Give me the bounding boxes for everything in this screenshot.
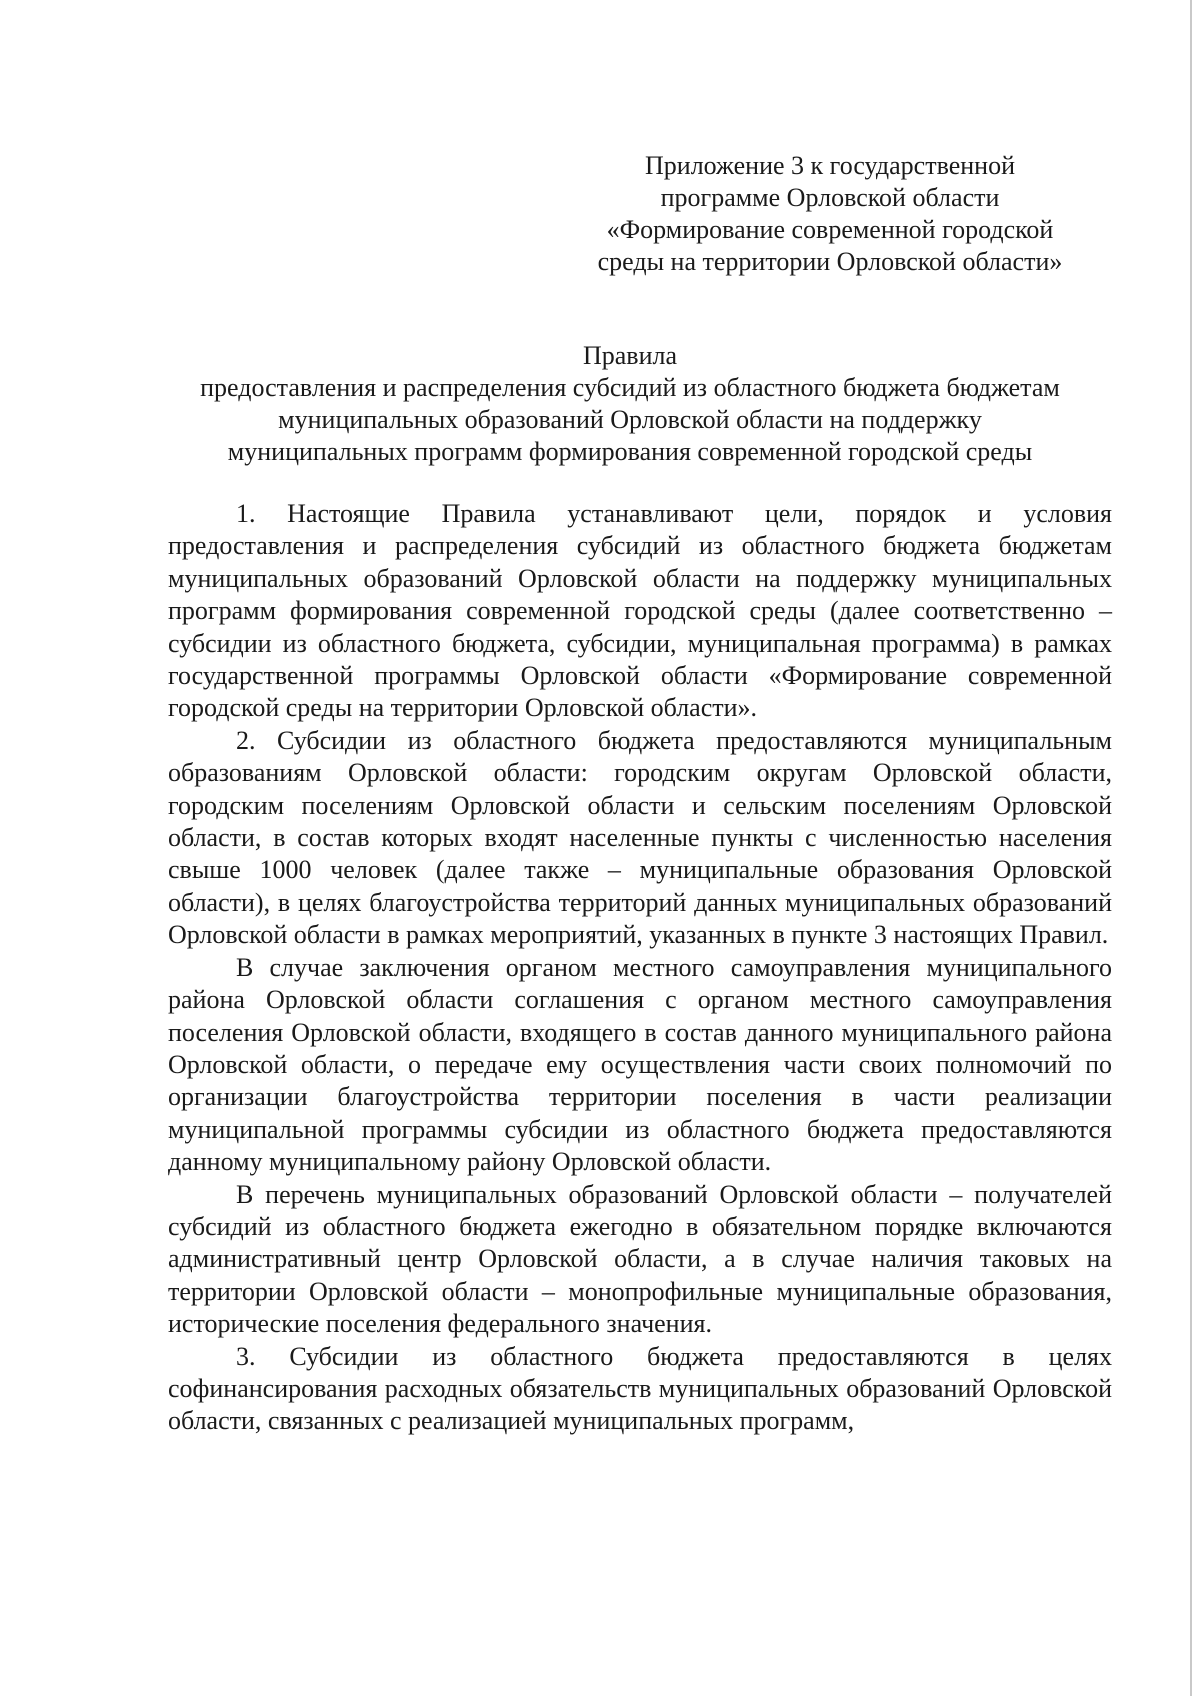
appendix-header — [560, 150, 1100, 278]
paragraph-2: 2. Субсидии из областного бюджета предоставляются муниципальным образованиям Орловской области: городским округам Орловской области, городским поселениям Орловской области и сельским поселениям Орловской области, в состав которых входят населенные пункты с численностью населения свыше 1000 человек (далее также – муниципальные образования Орловской области), в целях благоустройства территорий данных муниципальных образований Орловской области в рамках мероприятий, указанных в пункте 3 настоящих Правил. — [168, 725, 1112, 950]
paragraph-2-cont-b: В перечень муниципальных образований Орловской области – получателей субсидий из областного бюджета ежегодно в обязательном порядке включаются административный центр Орловской области, а в случае наличия таковых на территории Орловской области – монопрофильные муниципальные образования, исторические поселения федерального значения. — [168, 1179, 1112, 1339]
document-subtitle-line: муниципальных образований Орловской области на поддержку — [278, 405, 982, 434]
appendix-line: среды на территории Орловской области» — [597, 247, 1063, 276]
document-subtitle-line: предоставления и распределения субсидий из областного бюджета бюджетам — [200, 373, 1060, 402]
appendix-line: программе Орловской области — [660, 183, 1000, 212]
document-title-block — [150, 340, 1110, 468]
scan-edge-line — [1190, 0, 1192, 1696]
document-subtitle-line: муниципальных программ формирования современной городской среды — [227, 437, 1033, 466]
appendix-line: Приложение 3 к государственной — [645, 151, 1015, 180]
paragraph-2-cont-a: В случае заключения органом местного самоуправления муниципального района Орловской области соглашения с органом местного самоуправления поселения Орловской области, входящего в состав данного муниципального района Орловской области, о передаче ему осуществления части своих полномочий по организации благоустройства территории поселения в части реализации муниципальной программы субсидии из областного бюджета предоставляются данному муниципальному району Орловской области. — [168, 952, 1112, 1177]
paragraph-1: 1. Настоящие Правила устанавливают цели, порядок и условия предоставления и распределения субсидий из областного бюджета бюджетам муниципальных образований Орловской области на поддержку муниципальных программ формирования современной городской среды (далее соответственно – субсидии из областного бюджета, субсидии, муниципальная программа) в рамках государственной программы Орловской области «Формирование современной городской среды на территории Орловской области». — [168, 499, 1112, 723]
document-body — [168, 498, 1112, 1438]
paragraph-3: 3. Субсидии из областного бюджета предоставляются в целях софинансирования расходных обязательств муниципальных образований Орловской области, связанных с реализацией муниципальных программ, — [168, 1341, 1112, 1436]
appendix-line: «Формирование современной городской — [606, 215, 1054, 244]
document-title: Правила — [582, 341, 678, 370]
